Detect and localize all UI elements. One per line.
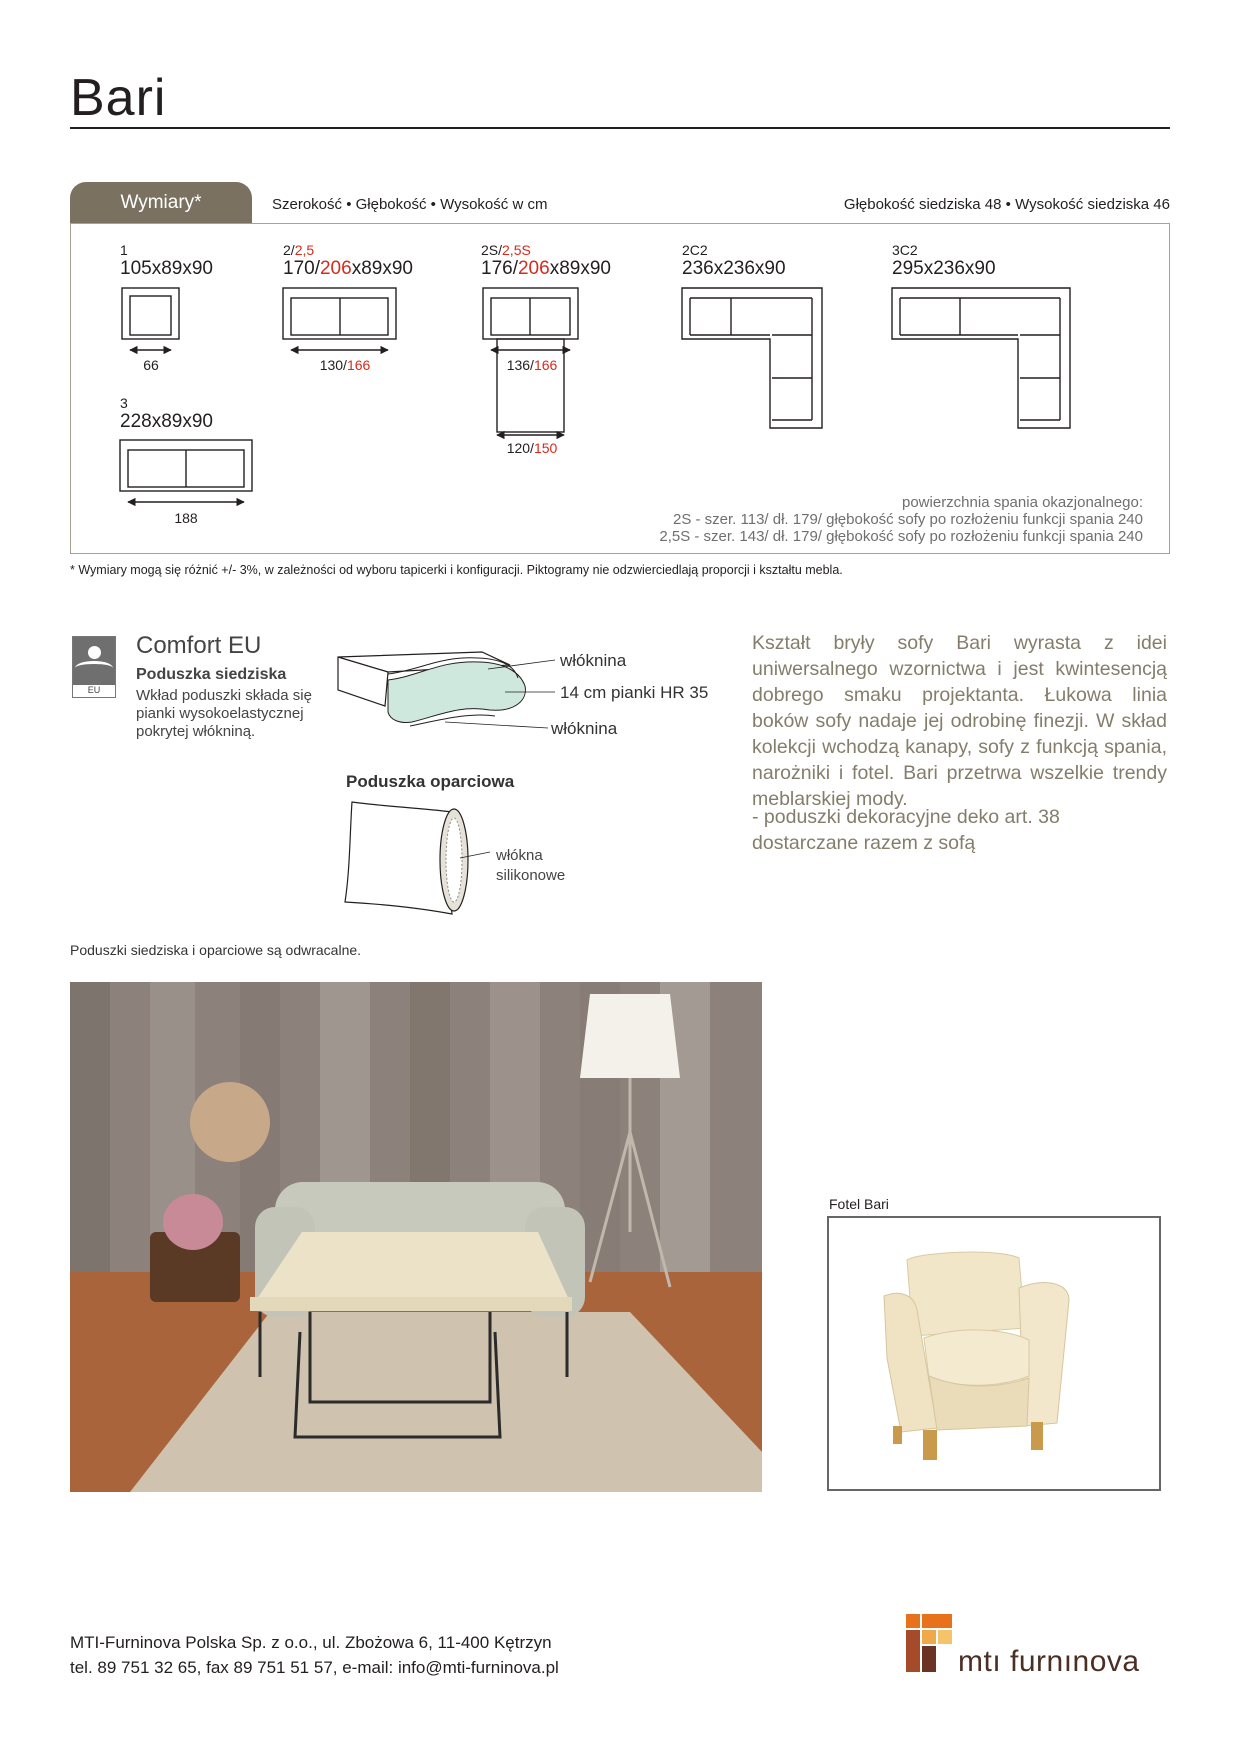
seat-cushion-description: Wkład poduszki składa się pianki wysokoelastycznej pokrytej włókniną. [136, 687, 312, 740]
company-contact [70, 1630, 559, 1680]
model-3-seat-width: 188 [174, 510, 198, 526]
model-code: 3C2 [892, 242, 918, 258]
model-size: 176/ [481, 258, 518, 279]
model-size-tail: x89x90 [351, 258, 413, 279]
seat-cushion-title: Poduszka siedziska [136, 666, 287, 683]
back-cushion-title: Poduszka oparciowa [346, 772, 515, 791]
dimensions-tab: Wymiary* [70, 182, 252, 224]
model-size-tail: x89x90 [549, 258, 611, 279]
seat-cushion-illustration [338, 652, 555, 728]
model-size: 236x236x90 [682, 258, 786, 279]
product-description: Kształt bryły sofy Bari wyrasta z idei uniwersalnego wzornictwa i jest kwintesencją dobrego smaku projektanta. Łukowa linia boków sofy nadaje jej odrobinę finezji. W skład kolekcji wchodzą kanapy, sofy z funkcją spania, narożniki i fotel. Bari przetrwa wszelkie trendy meblarskiej mody. [752, 632, 1167, 810]
seat-dimensions-label: Głębokość siedziska 48 • Wysokość siedziska 46 [843, 196, 1170, 213]
comfort-title: Comfort EU [136, 632, 262, 659]
model-3 [120, 395, 213, 433]
model-size: 295x236x90 [892, 258, 996, 279]
back-cushion-illustration [345, 802, 490, 914]
sleeping-area-note: powierzchnia spania okazjonalnego: 2S - szer. 113/ dł. 179/ głębokość sofy po rozłożeniu funkcji spania 240 2,5S - szer. 143/ dł. 179/ głębokość sofy po rozłożeniu funkcji spania 240 [659, 494, 1143, 545]
mti-furninova-logo-mark [906, 1614, 956, 1674]
dimensions-footnote: * Wymiary mogą się różnić +/- 3%, w zależności od wyboru tapicerki i konfiguracji. Piktogramy nie odzwierciedlają proporcji i kształtu mebla. [70, 563, 843, 577]
model-2s-bed-width: 120/150 [506, 440, 558, 456]
armchair-photo [827, 1216, 1161, 1491]
comfort-eu-icon: EU [72, 636, 116, 698]
model-1-seat-width: 66 [143, 357, 159, 373]
model-2s-2-5s [481, 242, 611, 280]
model-2s-seat-width: 136/166 [506, 357, 558, 373]
layer-label-bottom: włóknina [551, 719, 618, 738]
model-code: 2/ [283, 242, 295, 258]
model-code: 1 [120, 242, 128, 258]
model-size-variant: 206 [319, 258, 352, 279]
model-1 [120, 242, 213, 280]
model-size: 228x89x90 [120, 411, 213, 432]
model-code: 2S/ [481, 242, 503, 258]
model-3c2 [892, 242, 996, 280]
back-cushion-fill-label: włókna silikonowe [496, 847, 566, 884]
model-size: 105x89x90 [120, 258, 213, 279]
model-size: 170/ [283, 258, 320, 279]
sofa-bed-photo [70, 982, 762, 1492]
page-title: Bari [70, 69, 167, 127]
mti-furninova-logo-text: mtı furnınova [958, 1645, 1140, 1678]
model-code: 3 [120, 395, 128, 411]
dimensions-units-label: Szerokość • Głębokość • Wysokość w cm [272, 196, 548, 213]
model-size-variant: 206 [517, 258, 550, 279]
decorative-pillows-note: - poduszki dekoracyjne deko art. 38 dostarczane razem z sofą [752, 806, 1060, 854]
model-2-2-5 [283, 242, 413, 280]
model-code-variant: 2,5S [502, 242, 531, 258]
model-2-seat-width: 130/166 [319, 357, 371, 373]
company-phone-email: tel. 89 751 32 65, fax 89 751 51 57, e-mail: info@mti-furninova.pl [70, 1658, 559, 1677]
layer-label-foam: 14 cm pianki HR 35 [560, 683, 709, 702]
model-code: 2C2 [682, 242, 708, 258]
model-2c2 [682, 242, 786, 280]
model-code-variant: 2,5 [294, 242, 315, 258]
title-divider [70, 127, 1170, 129]
layer-label-top: włóknina [560, 651, 627, 670]
company-address: MTI-Furninova Polska Sp. z o.o., ul. Zbożowa 6, 11-400 Kętrzyn [70, 1633, 552, 1652]
armchair-title: Fotel Bari [829, 1196, 889, 1212]
reversible-cushions-note: Poduszki siedziska i oparciowe są odwracalne. [70, 942, 362, 958]
